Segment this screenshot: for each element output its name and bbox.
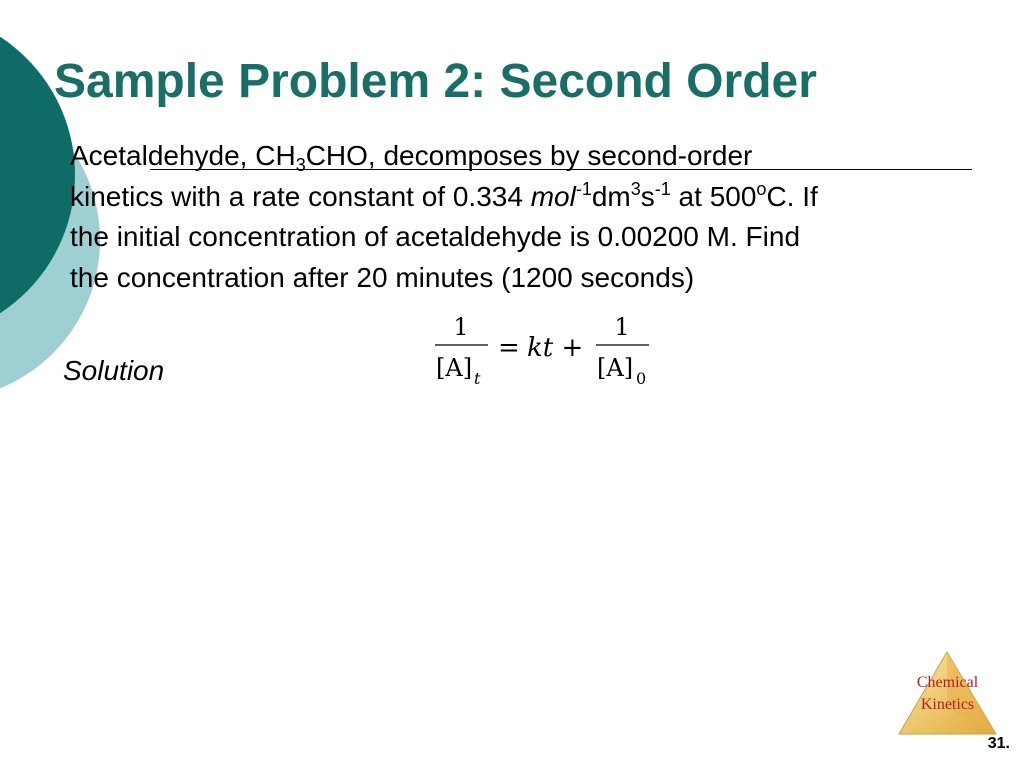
solution-label: Solution xyxy=(63,355,165,386)
rate-law-formula xyxy=(430,306,660,396)
formula-equals: = xyxy=(498,333,520,363)
formula-subscript-left: t xyxy=(474,369,481,388)
problem-line-2: kinetics with a rate constant of 0.334 $mol^{-1}dm^3s^{-1}$ at 500$^o$C. If xyxy=(70,178,818,212)
formula-denominator-right: [A] xyxy=(597,354,634,382)
problem-line-3: the initial concentration of acetaldehyde is 0.00200 M. Find xyxy=(70,221,801,252)
problem-text xyxy=(70,136,1010,298)
logo-text xyxy=(895,672,1000,716)
logo-text-line-1: Chemical xyxy=(916,674,979,691)
formula-subscript-right: 0 xyxy=(636,369,647,388)
formula-denominator-left: [A] xyxy=(436,354,473,382)
formula-numerator-left: 1 xyxy=(453,313,469,341)
slide-title: Sample Problem 2: Second Order xyxy=(54,55,817,108)
page-number: 31. xyxy=(987,735,1010,752)
formula-middle-term: kt + xyxy=(527,333,584,363)
problem-line-1: Acetaldehyde, $CH_3CHO$, decomposes by second-order xyxy=(70,140,753,175)
logo-text-line-2: Kinetics xyxy=(920,696,975,713)
problem-line-4: the concentration after 20 minutes (1200 seconds) xyxy=(70,261,695,293)
formula-numerator-right: 1 xyxy=(614,313,630,341)
